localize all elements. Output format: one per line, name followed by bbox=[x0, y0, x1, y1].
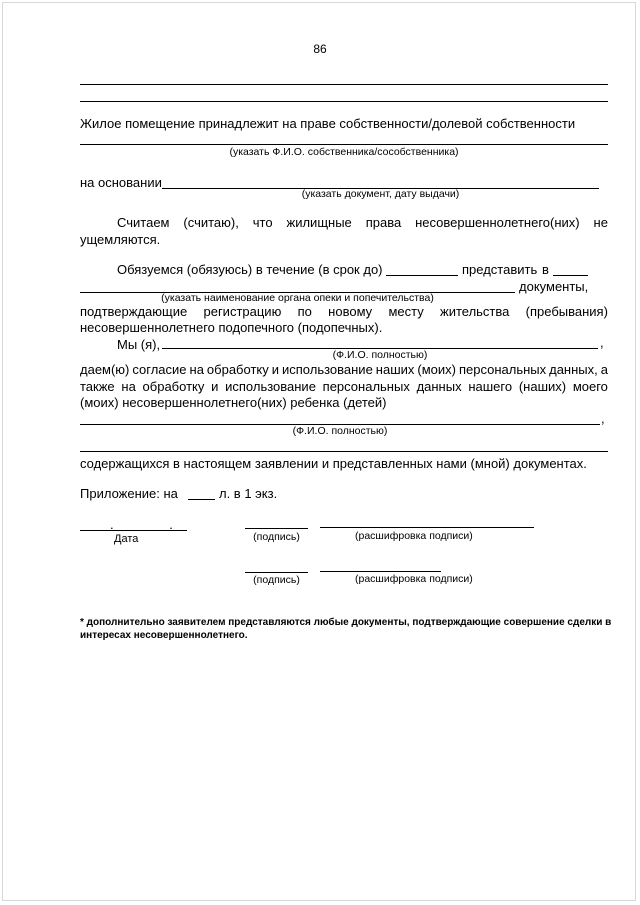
documents-suffix: документы, bbox=[519, 279, 589, 294]
consent-word: на bbox=[189, 362, 204, 377]
consent-word: (наших) bbox=[518, 379, 567, 394]
footnote-line-1: * дополнительно заявителем представляются любые документы, подтверждающие совершение сделки в bbox=[80, 617, 612, 628]
consent-line-2 bbox=[80, 379, 608, 395]
obligation-word: жительства bbox=[440, 304, 510, 319]
owner-hint: (указать Ф.И.О. собственника/сособственника) bbox=[229, 146, 459, 158]
consent-word: моего bbox=[572, 379, 608, 394]
date-dots: . . bbox=[110, 517, 199, 532]
attachment-pages-line[interactable] bbox=[188, 499, 215, 500]
decoding-line-2[interactable] bbox=[320, 571, 441, 572]
obligation-word: подтверждающие bbox=[80, 304, 188, 319]
consent-word: также bbox=[80, 379, 115, 394]
we-label: Мы (я), bbox=[117, 337, 161, 352]
blank-line-1[interactable] bbox=[80, 84, 608, 85]
obligation-in: в bbox=[542, 262, 549, 277]
obligation-word: новому bbox=[328, 304, 373, 319]
ownership-text: Жилое помещение принадлежит на праве собственности/долевой собственности bbox=[80, 116, 576, 131]
rights-word: права bbox=[365, 215, 402, 230]
obligation-line-3 bbox=[80, 304, 608, 320]
obligation-word: регистрацию bbox=[203, 304, 282, 319]
authority-hint: (указать наименование органа опеки и попечительства) bbox=[161, 292, 434, 304]
page-number: 86 bbox=[313, 42, 327, 56]
consent-word: даем(ю) bbox=[80, 362, 130, 377]
obligation-word: по bbox=[297, 304, 312, 319]
consent-word: нашего bbox=[468, 379, 513, 394]
consent-word: на bbox=[121, 379, 136, 394]
rights-word: Считаем bbox=[117, 215, 170, 230]
rights-word: несовершеннолетнего(них) bbox=[415, 215, 580, 230]
consent-line-1 bbox=[80, 362, 608, 378]
consent-word: персональных bbox=[322, 379, 410, 394]
place-line[interactable] bbox=[553, 275, 588, 276]
consent-word: и bbox=[211, 379, 219, 394]
obligation-present: представить bbox=[462, 262, 538, 277]
decoding-line[interactable] bbox=[320, 527, 534, 528]
attachment-prefix: Приложение: на bbox=[80, 486, 178, 501]
obligation-word: месту bbox=[388, 304, 424, 319]
consent-word: персональных bbox=[458, 362, 547, 377]
rights-word: не bbox=[593, 215, 608, 230]
consent-word: обработку bbox=[142, 379, 205, 394]
rights-word: (считаю), bbox=[183, 215, 239, 230]
blank-line-2[interactable] bbox=[80, 101, 608, 102]
decoding-label-2: (расшифровка подписи) bbox=[355, 573, 473, 585]
signature-line-2[interactable] bbox=[245, 572, 308, 573]
footnote-line-2: интересах несовершеннолетнего. bbox=[80, 630, 248, 641]
signature-label: (подпись) bbox=[253, 531, 300, 543]
consent-word: данных, bbox=[549, 362, 598, 377]
consent-word: и bbox=[271, 362, 279, 377]
obligation-line-4: несовершеннолетнего подопечного (подопечных). bbox=[80, 320, 383, 335]
we-comma: , bbox=[600, 335, 604, 350]
consent-line-3: (моих) несовершеннолетнего(них) ребенка (детей) bbox=[80, 395, 387, 410]
consent-word: согласие bbox=[132, 362, 187, 377]
consent-word: данных bbox=[416, 379, 462, 394]
rights-line-2: ущемляются. bbox=[80, 232, 161, 247]
decoding-label: (расшифровка подписи) bbox=[355, 530, 473, 542]
obligation-word: (пребывания) bbox=[525, 304, 608, 319]
signature-line[interactable] bbox=[245, 528, 308, 529]
consent-word: обработку bbox=[206, 362, 269, 377]
consent-word: а bbox=[600, 362, 608, 377]
consent-word: наших bbox=[375, 362, 415, 377]
consent-word: (моих) bbox=[417, 362, 456, 377]
contained-text: содержащихся в настоящем заявлении и представленных нами (мной) документах. bbox=[80, 456, 587, 471]
fio-hint: (Ф.И.О. полностью) bbox=[332, 349, 428, 361]
attachment-suffix: л. в 1 экз. bbox=[219, 486, 278, 501]
rights-word: жилищные bbox=[286, 215, 352, 230]
owner-line[interactable] bbox=[80, 144, 608, 145]
basis-hint: (указать документ, дату выдачи) bbox=[301, 188, 460, 200]
date-label: Дата bbox=[114, 533, 139, 545]
rights-line-1 bbox=[117, 215, 608, 231]
fio-comma-2: , bbox=[601, 411, 605, 426]
consent-word: использование bbox=[225, 379, 316, 394]
fio-line-3[interactable] bbox=[80, 451, 608, 452]
signature-label-2: (подпись) bbox=[253, 574, 300, 586]
basis-label: на основании bbox=[80, 175, 162, 190]
fio-hint-2: (Ф.И.О. полностью) bbox=[292, 425, 388, 437]
consent-word: использование bbox=[281, 362, 373, 377]
obligation-start: Обязуемся (обязуюсь) в течение (в срок до) bbox=[117, 262, 383, 277]
rights-word: что bbox=[252, 215, 273, 230]
deadline-line[interactable] bbox=[386, 275, 458, 276]
